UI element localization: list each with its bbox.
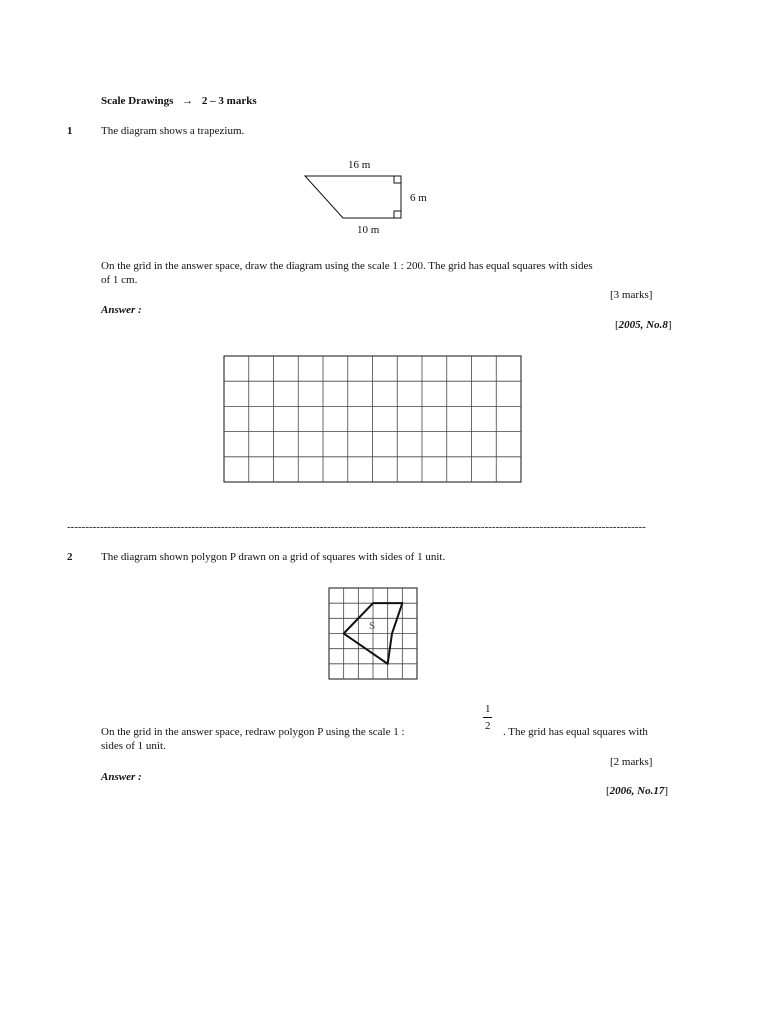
question-1-marks: [3 marks] (610, 289, 653, 301)
fraction-denominator: 2 (485, 720, 491, 732)
question-1-source: [2005, No.8] (615, 319, 672, 331)
question-2-source-text: 2006, No.17 (609, 785, 665, 797)
section-marks: 2 – 3 marks (201, 95, 257, 107)
polygon-label: S (369, 620, 376, 632)
question-1-instruction-line2: of 1 cm. (101, 274, 138, 286)
question-2-instruction-line2: sides of 1 unit. (101, 740, 166, 752)
question-2-number: 2 (67, 551, 73, 563)
question-2-answer-label: Answer : (101, 771, 142, 783)
right-angle-mark-bottom (394, 211, 401, 218)
question-2-instruction-before: On the grid in the answer space, redraw polygon P using the scale 1 : (101, 726, 405, 738)
arrow-icon: → (182, 95, 194, 107)
question-1-intro: The diagram shows a trapezium. (101, 125, 245, 137)
question-1-instruction-line1: On the grid in the answer space, draw the diagram using the scale 1 : 200. The grid has equal squares with sides (101, 260, 593, 272)
polygon-grid (328, 587, 428, 687)
right-angle-mark-top (394, 176, 401, 183)
trapezium-top-label: 16 m (348, 159, 371, 171)
trapezium-bottom-label: 10 m (357, 224, 380, 236)
question-2-source: [2006, No.17] (606, 785, 669, 797)
question-2-instruction-after: . The grid has equal squares with (503, 726, 648, 738)
question-2-intro: The diagram shown polygon P drawn on a grid of squares with sides of 1 unit. (101, 551, 446, 563)
question-1-source-text: 2005, No.8 (618, 319, 668, 331)
answer-grid-1[interactable] (222, 354, 522, 484)
question-1-number: 1 (67, 125, 73, 137)
question-1-answer-label: Answer : (101, 304, 142, 316)
question-2-marks: [2 marks] (610, 756, 653, 768)
trapezium-side-label: 6 m (410, 192, 427, 204)
section-title-text: Scale Drawings (101, 95, 174, 107)
fraction-numerator: 1 (485, 703, 491, 715)
section-divider: -------------------------------------------------------------------------------------------------------------------------------------------------------------- (67, 521, 646, 533)
fraction-bar (483, 717, 492, 718)
